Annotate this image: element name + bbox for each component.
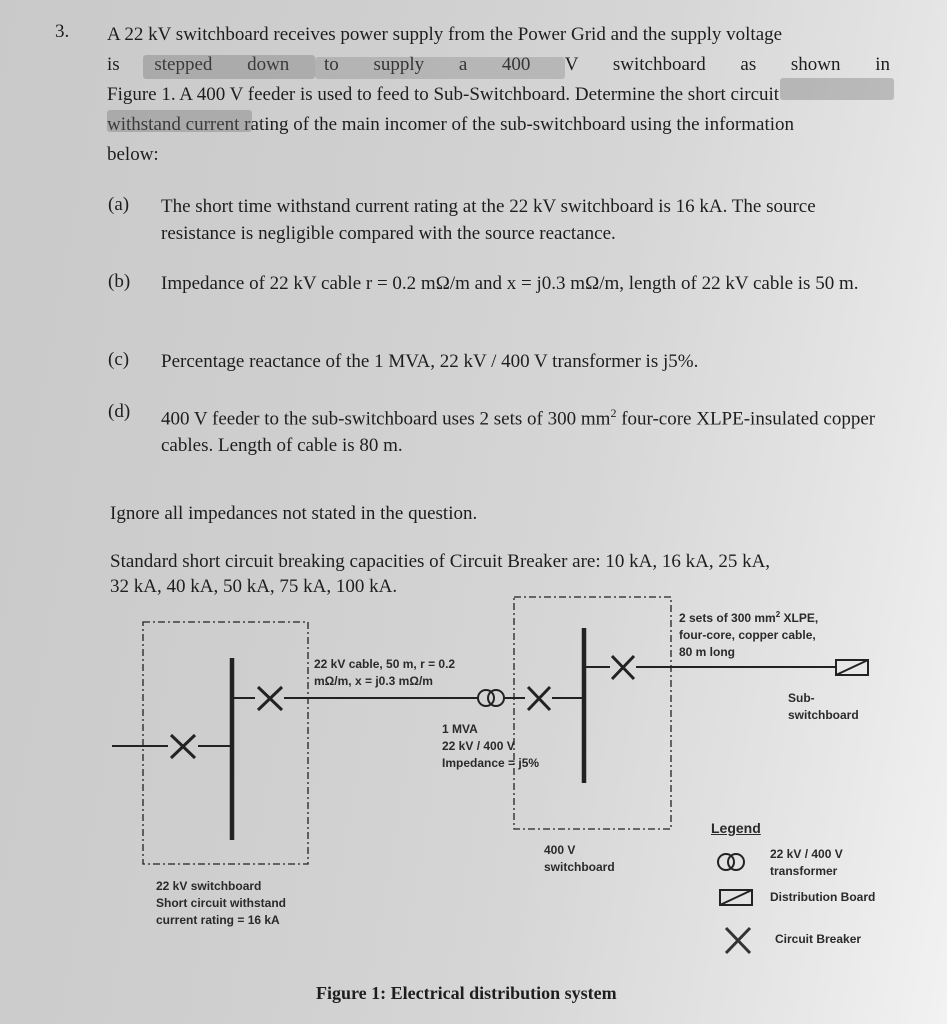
- legend-transformer-icon: [718, 854, 744, 870]
- breaker-capacities-line-1: Standard short circuit breaking capacities of Circuit Breaker are: 10 kA, 16 kA, 25 kA,: [110, 551, 771, 572]
- intro-line-5: below:: [107, 144, 159, 165]
- intro-line-1: A 22 kV switchboard receives power supply from the Power Grid and the supply voltage: [107, 24, 783, 45]
- sb-22kv-boundary: [143, 622, 308, 864]
- part-a-label: (a): [108, 194, 130, 215]
- legend-circuit-breaker-icon: [726, 928, 750, 953]
- intro-line-2: is stepped down to supply a 400 V switchboard as shown in: [107, 54, 890, 75]
- switchboard-400v-label: 400 V switchboard: [544, 843, 615, 874]
- note-ignore-impedances: Ignore all impedances not stated in the question.: [110, 503, 478, 524]
- sub-switchboard-distribution-board-icon: [836, 660, 868, 675]
- legend-circuit-breaker-label: Circuit Breaker: [775, 932, 862, 946]
- legend-title: Legend: [711, 820, 761, 836]
- switchboard-22kv-label: 22 kV switchboard Short circuit withstand current rating = 16 kA: [156, 879, 287, 927]
- feeder-400v-label: 2 sets of 300 $mm^2$ XLPE, four-core, copper cable, 80 m long: [679, 610, 819, 659]
- circuit-breaker-icon-outgoing-22kv: [258, 687, 282, 710]
- intro-line-4: withstand current rating of the main incomer of the sub-switchboard using the information: [107, 114, 794, 135]
- legend-distribution-board-label: Distribution Board: [770, 890, 876, 904]
- intro-line-3: Figure 1. A 400 V feeder is used to feed to Sub-Switchboard. Determine the short circuit: [107, 84, 780, 105]
- part-d-label: (d): [108, 401, 131, 422]
- cable-22kv-label: 22 kV cable, 50 m, r = 0.2 mΩ/m, x = j0.3 mΩ/m: [314, 657, 456, 688]
- part-b-label: (b): [108, 271, 131, 292]
- part-c-label: (c): [108, 349, 130, 370]
- part-d-text: 400 V feeder to the sub-switchboard uses 2 sets of 300 $mm^2$ four-core XLPE-insulated copper cables. Length of cable is 80 m.: [161, 406, 876, 457]
- circuit-breaker-icon-feeder-400v: [612, 656, 634, 679]
- part-c-text: Percentage reactance of the 1 MVA, 22 kV / 400 V transformer is j5%.: [161, 351, 699, 372]
- legend-transformer-label: 22 kV / 400 V transformer: [770, 847, 843, 878]
- breaker-capacities-line-2: 32 kA, 40 kA, 50 kA, 75 kA, 100 kA.: [110, 576, 398, 597]
- part-a-text: The short time withstand current rating at the 22 kV switchboard is 16 kA. The source resistance is negligible compared with the source reactance.: [161, 196, 816, 244]
- part-b-text: Impedance of 22 kV cable r = 0.2 mΩ/m and x = j0.3 mΩ/m, length of 22 kV cable is 50 m.: [161, 273, 859, 294]
- sb-400v-boundary: [514, 597, 671, 829]
- sub-switchboard-label: Sub- switchboard: [788, 691, 859, 722]
- transformer-label: 1 MVA 22 kV / 400 V Impedance = j5%: [442, 722, 540, 770]
- legend-distribution-board-icon: [720, 890, 752, 905]
- figure-caption: Figure 1: Electrical distribution system: [316, 983, 617, 1003]
- question-number: 3.: [55, 21, 70, 42]
- circuit-breaker-icon-incomer-400v: [528, 687, 550, 710]
- circuit-breaker-icon-incomer-22kv: [171, 735, 195, 758]
- transformer-icon: [478, 690, 504, 706]
